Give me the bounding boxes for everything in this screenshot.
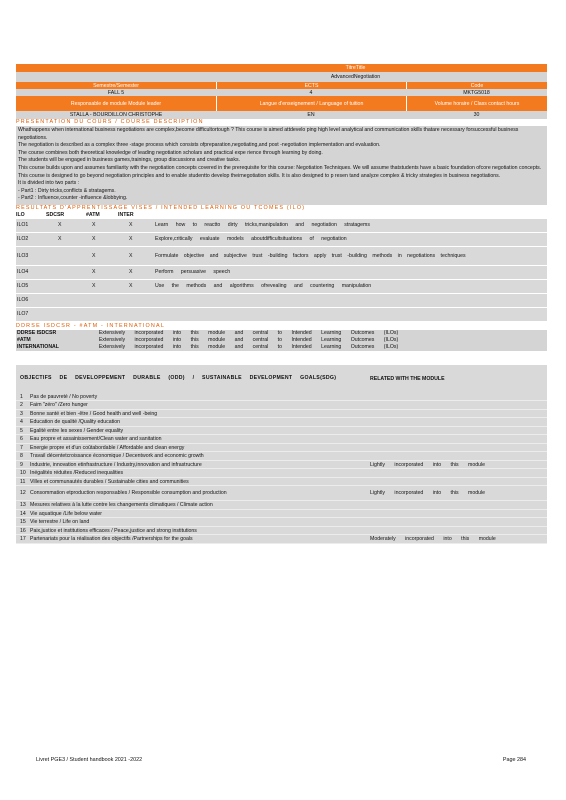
sdg-header-left: OBJECTIFS DE DEVELOPPEMENT DURABLE (ODD) / SUSTAINABLE DEVELOPMENT GOALS(SDG) [20, 375, 337, 382]
sdg-number: 6 [20, 436, 23, 443]
sdg-row [16, 452, 547, 461]
sdg-goal: Energie propre et d'un coûtabordable / Affordable and clean energy [30, 444, 185, 451]
sdg-number: 15 [20, 519, 26, 526]
ilo-id: ILO2 [17, 236, 29, 243]
description-paragraph: It is divided into two parts : [18, 180, 80, 187]
inter-col-header: INTER [118, 212, 134, 219]
language-label: Langue d'enseignement / Language of tuition [216, 96, 406, 111]
ilo-text: Use the methods and algorithms ofrevealing and countering manipulation [155, 283, 372, 290]
sdg-number: 5 [20, 427, 23, 434]
ilo-atm-mark [89, 294, 121, 307]
atm-col-header: #ATM [86, 212, 100, 219]
semester-value: FALL 5 [107, 89, 125, 96]
ilo-sdcsr-mark [44, 294, 89, 307]
responsable-header-row [16, 96, 547, 111]
sdg-goal: Consommation etproduction responsables / Responsible consumption and production [30, 490, 227, 497]
sdg-goal: Mesures relatives à la lutte contre les changements climatiques / Climate action [30, 502, 213, 509]
ilo-atm-mark: X [92, 283, 96, 290]
ilo-row [16, 266, 547, 280]
integration-text: Extensively incorporated into this module and central to Intended Learning Outcomes (ILOs) [98, 337, 399, 344]
ilo-text: Learn how to reactto dirty tricks,manipulation and negotiation stratagems [155, 222, 370, 229]
sdg-goal: Travail décentetcroissance économique / Decentwork and economic growth [30, 453, 204, 460]
code-value: MKTG5018 [463, 89, 490, 96]
volume-label: Volume horaire / Class contact hours [406, 96, 547, 111]
page-footer [36, 757, 526, 763]
ilo-text [151, 294, 547, 307]
footer-page-number: Page 284 [502, 757, 526, 763]
ilo-id: ILO7 [17, 311, 29, 318]
sdg-number: 4 [20, 419, 23, 426]
sdg-goal: Egalité entre les sexes / Gender equality [30, 427, 124, 434]
ilo-sdcsr-mark [44, 247, 89, 265]
description-paragraph: - Part1 : Dirty tricks,conflicts & stratagems. [18, 187, 116, 194]
sdg-row [16, 461, 547, 470]
sdg-goal: Pas de pauvreté / No poverty [30, 393, 98, 400]
sdg-goal: Vie aquatique /Life below water [30, 510, 103, 517]
sdg-row [16, 518, 547, 527]
course-description [16, 126, 547, 205]
ilo-sdcsr-mark [44, 280, 89, 293]
description-paragraph: The students will be engaged in business games,trainings, group discussions and creative tasks. [18, 157, 241, 164]
ilo-id: ILO5 [17, 283, 29, 290]
responsable-value: STALLA - BOURDILLON CHRISTOPHE [69, 112, 163, 118]
title-label-row [16, 64, 547, 72]
sdg-number: 3 [20, 410, 23, 417]
description-paragraph: Whathappens when international business negotiations are complex,become difficultortough ? This course is aimed attdevelo ping high level analytical and communication skills thatare necessary forsuccessful business negotiations. [18, 127, 519, 141]
integration-label: INTERNATIONAL [17, 344, 59, 351]
sdg-number: 16 [20, 527, 26, 534]
description-paragraph: The negotiation is described as a complex three -stage process which consists ofpreparation,negotiating,and post -negotiation implementation and evaluation. [18, 142, 381, 149]
sdg-row [16, 393, 547, 402]
sdg-number: 9 [20, 461, 23, 468]
sdg-number: 2 [20, 402, 23, 409]
volume-value: 30 [473, 112, 480, 118]
ilo-inter-mark [121, 308, 151, 321]
ilo-id: ILO4 [17, 269, 29, 276]
sdg-number: 17 [20, 536, 26, 543]
sdg-goal: Education de qualité /Quality education [30, 419, 120, 426]
integration-label: DDRSE ISDCSR [17, 330, 57, 337]
responsable-label: Responsable de module Module leader [70, 100, 162, 107]
ilo-atm-mark: X [92, 269, 96, 276]
semester-header-row [16, 82, 547, 89]
sdg-goal: Industrie, innovation etinfrastructure / Industry,innovation and infrastructure [30, 461, 202, 468]
ilo-text: Explore,critically evaluate models aboutdifficultsituations of negotiation [155, 236, 347, 243]
ilo-header-row [16, 212, 547, 219]
sdcsr-col-header: SDCSR [46, 212, 65, 219]
ilo-title: RESULTATS D'APPRENTISSAGE VISES / INTENDED LEARNING OU TCOMES (ILO) [16, 204, 306, 211]
sdg-number: 12 [20, 490, 26, 497]
sdg-row [16, 535, 547, 544]
integration-text: Extensively incorporated into this module and central to Intended Learning Outcomes (ILOs) [98, 344, 399, 351]
sdg-relation: Lightly incorporated into this module [370, 461, 486, 468]
ilo-atm-mark: X [92, 252, 96, 259]
language-value: EN [307, 112, 315, 118]
sdg-row [16, 410, 547, 419]
ilo-row [16, 280, 547, 294]
sdg-number: 13 [20, 502, 26, 509]
sdg-row [16, 469, 547, 478]
description-paragraph: The course combines both theoretical knowledge of leading negotiation scholars and practical expe rience through learning by doing. [18, 149, 323, 156]
sdg-table [16, 365, 547, 544]
ilo-atm-mark: X [92, 236, 96, 243]
sdg-row [16, 527, 547, 536]
ilo-text [151, 308, 547, 321]
ilo-atm-mark [89, 308, 121, 321]
sdg-goal: Faim "zéro" /Zero hunger [30, 402, 88, 409]
sdg-row [16, 418, 547, 427]
ilo-row [16, 247, 547, 266]
description-paragraph: - Part2 : Influence,counter -influence &lobbying. [18, 195, 128, 202]
sdg-number: 10 [20, 470, 26, 477]
sdg-goal: Vie terrestre / Life on land [30, 519, 90, 526]
footer-handbook: Livret PGE3 / Student handbook 2021 -2022 [36, 757, 143, 763]
sdg-row [16, 501, 547, 510]
sdg-goal: Bonne santé et bien -être / Good health and well -being [30, 410, 158, 417]
semester-value-row [16, 89, 547, 96]
ilo-sdcsr-mark [44, 266, 89, 279]
sdg-number: 7 [20, 444, 23, 451]
ilo-atm-mark: X [92, 222, 96, 229]
ilo-row [16, 219, 547, 233]
sdg-number: 8 [20, 453, 23, 460]
sdg-row [16, 478, 547, 487]
sdg-goal: Eau propre et assainissement/Clean water and sanitation [30, 436, 162, 443]
sdg-number: 11 [20, 478, 26, 485]
integration-label: #ATM [17, 337, 31, 344]
ilo-inter-mark: X [129, 222, 133, 229]
integration-text: Extensively incorporated into this module and central to Intended Learning Outcomes (ILOs) [98, 330, 399, 337]
responsable-value-row [16, 111, 547, 119]
ects-label: ECTS [216, 82, 406, 89]
sdg-goal: Partenariats pour la réalisation des objectifs /Partnerships for the goals [30, 536, 193, 543]
ilo-inter-mark: X [129, 236, 133, 243]
sdg-goal: Villes et communautés durables / Sustainable cities and communities [30, 478, 189, 485]
ilo-row [16, 308, 547, 322]
ilo-id: ILO3 [17, 252, 29, 259]
presentation-title: PRESENTATION DU COURS / COURSE DESCRIPTION [16, 119, 204, 125]
ilo-table [16, 219, 547, 322]
ilo-col-header: ILO [16, 212, 25, 219]
sdg-row [16, 444, 547, 453]
ilo-id: ILO1 [17, 222, 29, 229]
sdg-header-right: RELATED WITH THE MODULE [370, 375, 445, 382]
description-paragraph: This course builds upon and assumes familiarity with the negotiation concepts covered in the prerequisite for this course: Negotiation Techniques. We will assume thatstudents have a basic foundation ofcore negotiation concepts. [18, 164, 542, 171]
sdg-row [16, 486, 547, 501]
ects-value: 4 [309, 89, 313, 96]
semester-label: Semestre/Semester [93, 82, 139, 89]
sdg-goal: Paix,justice et institutions efficaces / Peace,justice and strong institutions [30, 527, 197, 534]
sdg-number: 1 [20, 393, 23, 400]
integration-title: DDRSE ISDCSR - #ATM - INTERNATIONAL [16, 322, 166, 329]
ilo-id: ILO6 [17, 297, 29, 304]
ilo-inter-mark: X [129, 283, 133, 290]
ilo-text: Perform persuasive speech [155, 269, 231, 276]
integration-row [16, 337, 547, 344]
sdg-row [16, 401, 547, 410]
integration-row [16, 330, 547, 337]
course-title: AdvancedNegotiation [330, 74, 381, 80]
title-label: TitreTitle [345, 65, 366, 71]
course-sheet [16, 64, 547, 544]
sdg-relation: Lightly incorporated into this module [370, 490, 486, 497]
ilo-text: Formulate objective and subjective trust -building factors apply trust -building methods in negotiations techniques [155, 252, 466, 259]
ilo-inter-mark [121, 294, 151, 307]
sdg-header-row [16, 365, 547, 393]
sdg-row [16, 435, 547, 444]
sdg-row [16, 510, 547, 519]
ilo-sdcsr-mark: X [58, 222, 62, 229]
integration-table [16, 330, 547, 351]
ilo-inter-mark: X [129, 269, 133, 276]
sdg-relation: Moderately incorporated into this module [370, 536, 496, 543]
title-value-row [16, 72, 547, 82]
code-label: Code [406, 82, 547, 89]
sdg-goal: Inégalités réduites /Reduced inequalities [30, 470, 124, 477]
ilo-row [16, 294, 547, 308]
integration-row [16, 344, 547, 351]
ilo-sdcsr-mark: X [58, 236, 62, 243]
ilo-row [16, 233, 547, 247]
ilo-inter-mark: X [129, 252, 133, 259]
sdg-row [16, 427, 547, 436]
description-paragraph: This course is designed to go beyond negotiation principles and to enable studentto develop theirnegotiation skills. It is also designed to p resen tand analyze complex & tricky strategies in business negotiations. [18, 172, 501, 179]
ilo-sdcsr-mark [44, 308, 89, 321]
sdg-number: 14 [20, 510, 26, 517]
